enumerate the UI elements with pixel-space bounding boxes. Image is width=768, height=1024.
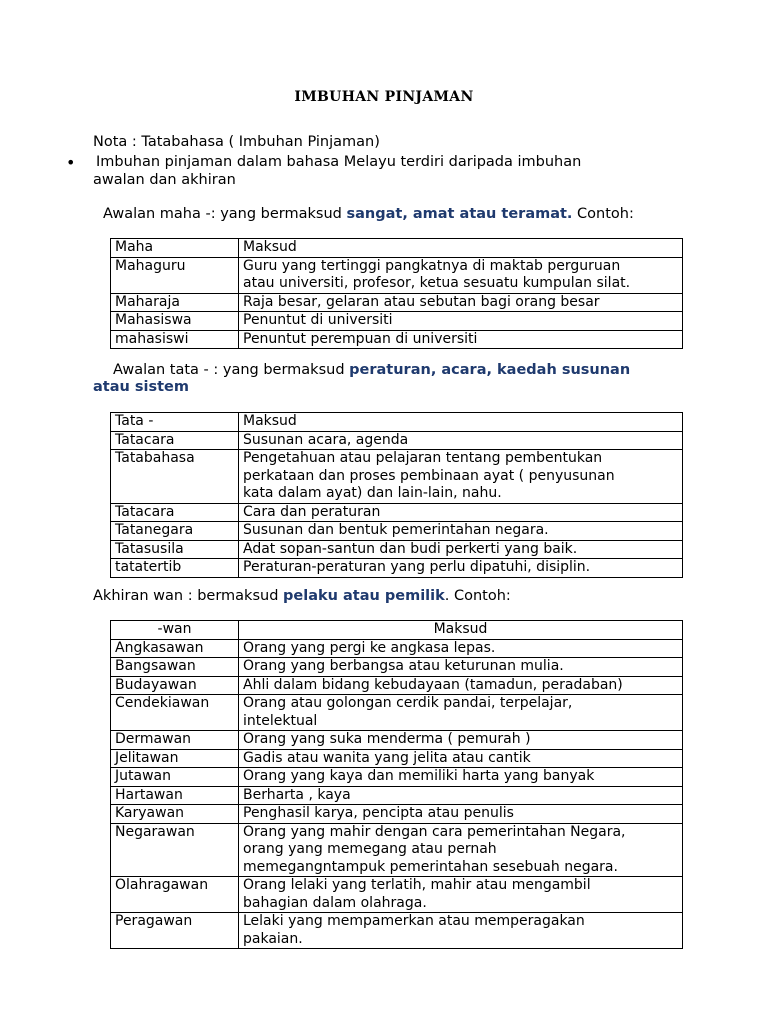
meaning-cell xyxy=(239,450,683,504)
meaning-line: Guru yang tertinggi pangkatnya di maktab perguruan xyxy=(243,257,621,274)
tata-table xyxy=(110,412,683,578)
table-row xyxy=(111,540,683,559)
word-cell: Olahragawan xyxy=(111,877,239,913)
column-header-word: Tata - xyxy=(111,413,239,432)
awalan-tata-prefix: Awalan tata - : yang bermaksud xyxy=(113,362,350,378)
awalan-tata-highlight-2: atau sistem xyxy=(93,379,189,395)
word-cell: Mahasiswa xyxy=(111,312,239,331)
table-row xyxy=(111,639,683,658)
meaning-cell xyxy=(239,639,683,658)
awalan-maha-highlight: sangat, amat atau teramat. xyxy=(346,206,573,222)
column-header-meaning xyxy=(239,621,683,640)
meaning-line: Adat sopan-santun dan budi perkerti yang baik. xyxy=(243,540,578,557)
word-cell: Budayawan xyxy=(111,676,239,695)
meaning-cell xyxy=(239,293,683,312)
table-header-row xyxy=(111,621,683,640)
meaning-cell xyxy=(239,786,683,805)
word-cell: Bangsawan xyxy=(111,658,239,677)
meaning-line: Maksud xyxy=(243,413,297,429)
awalan-maha-prefix: Awalan maha -: yang bermaksud xyxy=(103,206,347,222)
word-cell: tatatertib xyxy=(111,559,239,578)
bullet-marker: • xyxy=(66,153,76,172)
table-row xyxy=(111,559,683,578)
word-cell: Jutawan xyxy=(111,768,239,787)
meaning-line: Orang atau golongan cerdik pandai, terpelajar, xyxy=(243,695,573,711)
wan-table-body xyxy=(111,621,683,949)
word-cell: Dermawan xyxy=(111,731,239,750)
meaning-cell xyxy=(239,658,683,677)
meaning-line: Maksud xyxy=(243,239,297,255)
meaning-cell xyxy=(239,913,683,949)
column-header-meaning xyxy=(239,239,683,258)
awalan-tata-highlight-1: peraturan, acara, kaedah susunan xyxy=(349,362,631,378)
table-row xyxy=(111,450,683,504)
meaning-line: Ahli dalam bidang kebudayaan (tamadun, peradaban) xyxy=(243,676,623,693)
table-row xyxy=(111,731,683,750)
table-row xyxy=(111,786,683,805)
word-cell: Angkasawan xyxy=(111,639,239,658)
table-header-row xyxy=(111,239,683,258)
meaning-line: Orang lelaki yang terlatih, mahir atau mengambil xyxy=(243,877,591,893)
table-row xyxy=(111,676,683,695)
meaning-line: Orang yang mahir dengan cara pemerintahan Negara, xyxy=(243,823,626,840)
nota-line: Nota : Tatabahasa ( Imbuhan Pinjaman) xyxy=(93,134,380,150)
word-cell: Mahaguru xyxy=(111,257,239,293)
meaning-line: bahagian dalam olahraga. xyxy=(243,894,427,911)
table-row xyxy=(111,522,683,541)
table-row xyxy=(111,805,683,824)
bullet-text-line-2: awalan dan akhiran xyxy=(93,172,236,188)
meaning-cell xyxy=(239,257,683,293)
meaning-line: kata dalam ayat) dan lain-lain, nahu. xyxy=(243,485,502,501)
meaning-line: Cara dan peraturan xyxy=(243,503,381,520)
meaning-line: Berharta , kaya xyxy=(243,786,351,803)
column-header-word: -wan xyxy=(111,621,239,640)
word-cell: Karyawan xyxy=(111,805,239,824)
word-cell: Negarawan xyxy=(111,823,239,877)
word-cell: Tatacara xyxy=(111,503,239,522)
meaning-cell xyxy=(239,559,683,578)
meaning-cell xyxy=(239,676,683,695)
akhiran-wan-prefix: Akhiran wan : bermaksud xyxy=(93,588,284,604)
akhiran-wan-suffix: . Contoh: xyxy=(444,588,511,604)
table-row xyxy=(111,658,683,677)
meaning-cell xyxy=(239,877,683,913)
akhiran-wan-highlight: pelaku atau pemilik xyxy=(283,588,445,604)
table-row xyxy=(111,293,683,312)
meaning-cell xyxy=(239,431,683,450)
meaning-line: Orang yang kaya dan memiliki harta yang banyak xyxy=(243,768,595,784)
awalan-maha-line xyxy=(103,205,634,223)
document-title: IMBUHAN PINJAMAN xyxy=(294,89,474,105)
meaning-line: Orang yang berbangsa atau keturunan mulia. xyxy=(243,658,564,674)
akhiran-wan-line xyxy=(93,587,511,605)
word-cell: Tatasusila xyxy=(111,540,239,559)
meaning-cell xyxy=(239,749,683,768)
meaning-line: Lelaki yang mempamerkan atau memperagakan xyxy=(243,913,585,929)
meaning-line: Maksud xyxy=(433,621,488,637)
meaning-line: pakaian. xyxy=(243,930,303,947)
bullet-text-line-1: Imbuhan pinjaman dalam bahasa Melayu terdiri daripada imbuhan xyxy=(96,154,582,170)
meaning-cell xyxy=(239,540,683,559)
table-row xyxy=(111,695,683,731)
word-cell: Tatacara xyxy=(111,431,239,450)
table-row xyxy=(111,749,683,768)
table-row xyxy=(111,312,683,331)
meaning-line: Pengetahuan atau pelajaran tentang pembentukan xyxy=(243,450,603,466)
meaning-line: memegangntampuk pemerintahan sesebuah negara. xyxy=(243,858,618,875)
awalan-maha-suffix: Contoh: xyxy=(572,206,634,222)
meaning-line: Gadis atau wanita yang jelita atau cantik xyxy=(243,749,531,766)
table-row xyxy=(111,503,683,522)
meaning-line: orang yang memegang atau pernah xyxy=(243,841,497,857)
table-row xyxy=(111,257,683,293)
word-cell: Peragawan xyxy=(111,913,239,949)
meaning-line: Peraturan-peraturan yang perlu dipatuhi, disiplin. xyxy=(243,559,591,575)
meaning-line: intelektual xyxy=(243,712,318,729)
word-cell: Tatabahasa xyxy=(111,450,239,504)
meaning-cell xyxy=(239,312,683,331)
table-row xyxy=(111,823,683,877)
column-header-word: Maha xyxy=(111,239,239,258)
table-header-row xyxy=(111,413,683,432)
column-header-meaning xyxy=(239,413,683,432)
wan-table xyxy=(110,620,683,949)
meaning-line: Raja besar, gelaran atau sebutan bagi orang besar xyxy=(243,293,600,310)
word-cell: Tatanegara xyxy=(111,522,239,541)
meaning-line: Susunan dan bentuk pemerintahan negara. xyxy=(243,522,549,538)
meaning-line: Penghasil karya, pencipta atau penulis xyxy=(243,805,514,821)
awalan-tata-line xyxy=(113,361,630,379)
meaning-cell xyxy=(239,695,683,731)
meaning-line: Orang yang suka menderma ( pemurah ) xyxy=(243,731,531,747)
word-cell: Hartawan xyxy=(111,786,239,805)
word-cell: mahasiswi xyxy=(111,330,239,349)
tata-table-body xyxy=(111,413,683,578)
word-cell: Jelitawan xyxy=(111,749,239,768)
meaning-cell xyxy=(239,503,683,522)
meaning-cell xyxy=(239,768,683,787)
word-cell: Maharaja xyxy=(111,293,239,312)
meaning-line: atau universiti, profesor, ketua sesuatu kumpulan silat. xyxy=(243,275,631,291)
meaning-cell xyxy=(239,522,683,541)
meaning-line: Susunan acara, agenda xyxy=(243,431,409,448)
meaning-cell xyxy=(239,731,683,750)
table-row xyxy=(111,768,683,787)
meaning-cell xyxy=(239,330,683,349)
awalan-tata-line-2 xyxy=(93,378,189,396)
maha-table xyxy=(110,238,683,349)
table-row xyxy=(111,330,683,349)
word-cell: Cendekiawan xyxy=(111,695,239,731)
maha-table-body xyxy=(111,239,683,349)
meaning-line: Orang yang pergi ke angkasa lepas. xyxy=(243,639,496,656)
table-row xyxy=(111,913,683,949)
meaning-line: perkataan dan proses pembinaan ayat ( penyusunan xyxy=(243,467,615,484)
table-row xyxy=(111,431,683,450)
meaning-line: Penuntut perempuan di universiti xyxy=(243,330,478,347)
meaning-cell xyxy=(239,823,683,877)
table-row xyxy=(111,877,683,913)
meaning-line: Penuntut di universiti xyxy=(243,312,393,328)
meaning-cell xyxy=(239,805,683,824)
